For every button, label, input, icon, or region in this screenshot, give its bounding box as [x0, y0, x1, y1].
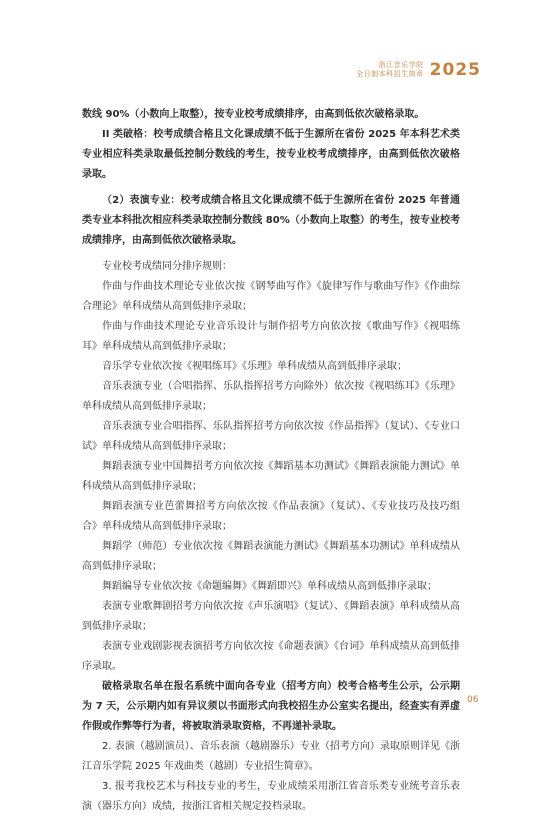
paragraph: II 类破格：校考成绩合格且文化课成绩不低于生源所在省份 2025 年本科艺术类专业相应科类录取最低控制分数线的考生，按专业校考成绩排序，由高到低依次破格录取。 — [82, 129, 460, 180]
header-year: 2025 — [429, 60, 481, 80]
paragraph: 舞蹈表演专业中国舞招考方向依次按《舞蹈基本功测试》《舞蹈表演能力测试》单科成绩从高到低排序录取； — [82, 461, 460, 492]
paragraph: 表演专业歌舞剧招考方向依次按《声乐演唱》（复试）、《舞蹈表演》单科成绩从高到低排序录取； — [82, 601, 460, 632]
paragraph: 数线 90%（小数向上取整），按专业校考成绩排序，由高到低依次破格录取。 — [82, 109, 425, 120]
document-body — [82, 105, 460, 817]
paragraph: 音乐表演专业合唱指挥、乐队指挥招考方向依次按《作品指挥》（复试）、《专业口试》单科成绩从高到低排序录取； — [82, 421, 460, 452]
paragraph: 3. 报考我校艺术与科技专业的考生，专业成绩采用浙江省音乐类专业统考音乐表演（器乐方向）成绩，按浙江省相关规定投档录取。 — [82, 781, 460, 812]
paragraph: 舞蹈表演专业芭蕾舞招考方向依次按《作品表演》（复试）、《专业技巧及技巧组合》单科成绩从高到低排序录取； — [82, 501, 460, 532]
paragraph: （2）表演专业：校考成绩合格且文化课成绩不低于生源所在省份 2025 年普通类专业本科批次相应科类录取控制分数线 80%（小数向上取整）的考生，按专业校考成绩排序，由高到低依次破格录取。 — [82, 195, 460, 246]
paragraph: 音乐表演专业（合唱指挥、乐队指挥招考方向除外）依次按《视唱练耳》《乐理》单科成绩从高到低排序录取； — [82, 381, 460, 412]
page-header — [356, 60, 481, 80]
page-number: 06 — [467, 695, 479, 705]
paragraph: 音乐学专业依次按《视唱练耳》《乐理》单科成绩从高到低排序录取； — [102, 361, 407, 372]
paragraph: 专业校考成绩同分排序规则： — [102, 261, 232, 272]
header-text — [356, 61, 424, 79]
paragraph: 表演专业戏剧影视表演招考方向依次按《命题表演》《台词》单科成绩从高到低排序录取。 — [82, 641, 460, 672]
paragraph: 舞蹈编导专业依次按《命题编舞》《舞蹈即兴》单科成绩从高到低排序录取； — [102, 581, 437, 592]
paragraph: 2. 表演（越剧演员）、音乐表演（越剧器乐）专业（招考方向）录取原则详见《浙江音乐学院 2025 年戏曲类（越剧）专业招生简章》。 — [82, 741, 460, 772]
paragraph: 破格录取名单在报名系统中面向各专业（招考方向）校考合格考生公示，公示期为 7 天，公示期内如有异议须以书面形式向我校招生办公室实名提出，经查实有弄虚作假或作弊等行为者，将被取消录取资格，不再递补录取。 — [82, 681, 460, 732]
paragraph: 作曲与作曲技术理论专业音乐设计与制作招考方向依次按《歌曲写作》《视唱练耳》单科成绩从高到低排序录取； — [82, 321, 460, 352]
brochure-title: 全日制本科招生简章 — [356, 70, 424, 78]
paragraph: 舞蹈学（师范）专业依次按《舞蹈表演能力测试》《舞蹈基本功测试》单科成绩从高到低排序录取； — [82, 541, 460, 572]
paragraph: 作曲与作曲技术理论专业依次按《钢琴曲写作》《旋律写作与歌曲写作》《作曲综合理论》单科成绩从高到低排序录取； — [82, 281, 460, 312]
school-name: 浙江音乐学院 — [378, 61, 424, 69]
